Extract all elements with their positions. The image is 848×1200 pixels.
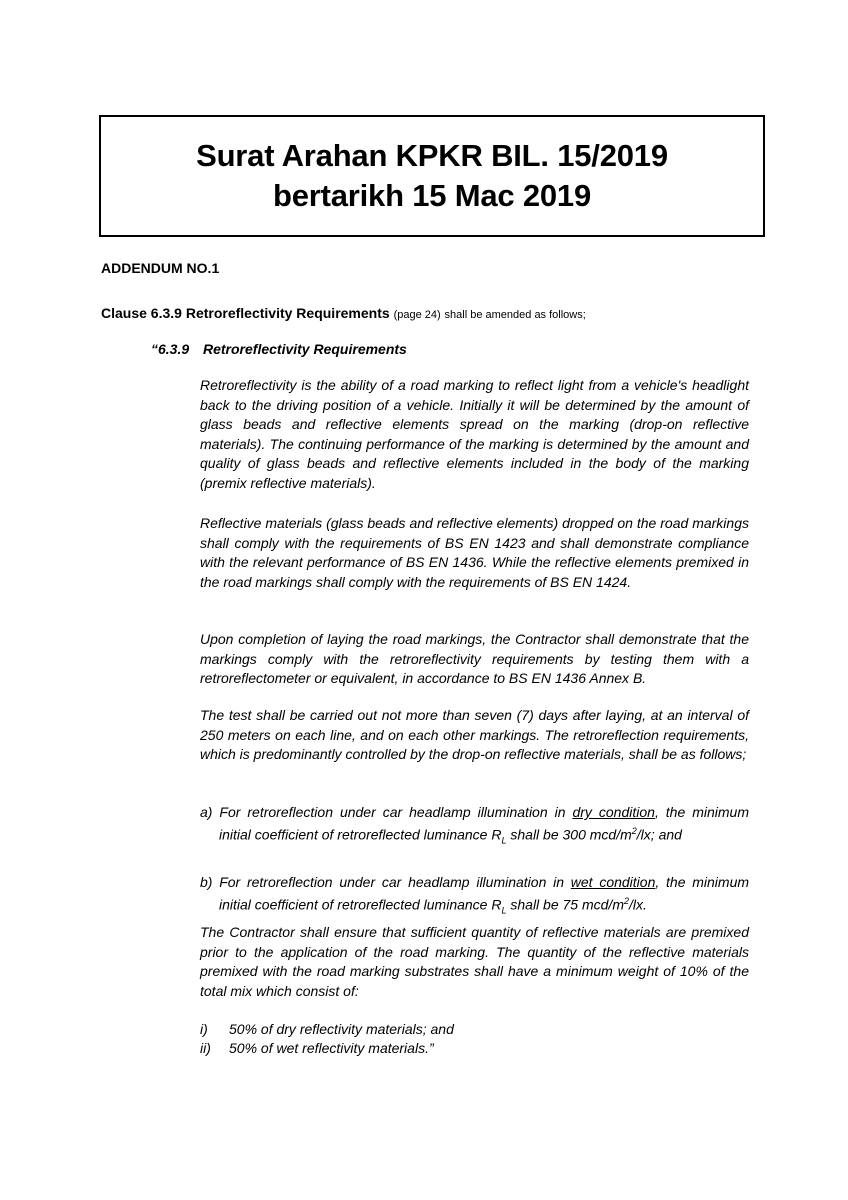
item-a-sup: 2 bbox=[631, 826, 637, 836]
item-a-condition: dry condition bbox=[572, 804, 655, 820]
item-a-text: For retroreflection under car headlamp illumination in bbox=[219, 804, 566, 820]
clause-line bbox=[101, 305, 586, 321]
item-b-unit: /lx. bbox=[629, 896, 647, 913]
roman-item-1 bbox=[200, 1020, 454, 1039]
clause-page-ref: (page 24) bbox=[393, 309, 441, 321]
clause-name: Retroreflectivity Requirements bbox=[185, 305, 390, 321]
addendum-heading: ADDENDUM NO.1 bbox=[101, 260, 220, 276]
item-b-sup: 2 bbox=[623, 896, 629, 906]
item-a-sub: L bbox=[501, 835, 507, 846]
paragraph-2: Reflective materials (glass beads and reflective elements) dropped on the road markings shall comply with the requirements of BS EN 1423 and shall demonstrate compliance with the relevant performance of BS EN 1436. While the reflective elements premixed in the road markings shall comply with the requirements of BS EN 1424. bbox=[200, 515, 749, 590]
roman-item-2 bbox=[200, 1039, 434, 1058]
section-title: Retroreflectivity Requirements bbox=[203, 341, 407, 357]
list-item-b bbox=[200, 873, 749, 920]
roman-text-1: 50% of dry reflectivity materials; and bbox=[229, 1021, 454, 1037]
item-b-mid: , the minimum initial coefficient of retroreflected luminance R bbox=[219, 874, 750, 913]
item-a-label: a) bbox=[200, 804, 213, 820]
item-a-mid: , the minimum initial coefficient of retroreflected luminance R bbox=[219, 804, 750, 843]
list-item-a bbox=[200, 803, 749, 850]
item-a-tail: and bbox=[658, 826, 682, 843]
item-a-unit: /lx; bbox=[636, 826, 655, 843]
title-line-2: bertarikh 15 Mac 2019 bbox=[272, 178, 592, 213]
paragraph-1: Retroreflectivity is the ability of a road marking to reflect light from a vehicle's headlight back to the driving position of a vehicle. Initially it will be determined by the amount of glass beads and reflective elements spread on the marking (drop-on reflective materials). The continuing performance of the marking is determined by the amount and quality of glass beads and reflective elements included in the body of the marking (premix reflective materials). bbox=[200, 377, 749, 491]
paragraph-5: The Contractor shall ensure that sufficient quantity of reflective materials are premixed prior to the application of the road marking. The quantity of the reflective materials premixed with the road marking substrates shall have a minimum weight of 10% of the total mix which consist of: bbox=[200, 924, 749, 999]
roman-label-2: ii) bbox=[200, 1040, 211, 1056]
section-heading bbox=[151, 341, 407, 357]
title-box bbox=[99, 115, 765, 237]
paragraph-3: Upon completion of laying the road markings, the Contractor shall demonstrate that the markings comply with the retroreflectivity requirements by testing them with a retroreflectometer or equivalent, in accordance to BS EN 1436 Annex B. bbox=[200, 631, 749, 687]
item-b-sub: L bbox=[501, 905, 507, 916]
item-b-text: For retroreflection under car headlamp illumination in bbox=[219, 874, 565, 890]
title-line-1: Surat Arahan KPKR BIL. 15/2019 bbox=[196, 138, 668, 173]
clause-suffix: shall be amended as follows; bbox=[444, 309, 586, 321]
item-b-value: shall be 75 mcd/m bbox=[510, 896, 624, 913]
section-number: “6.3.9 bbox=[151, 341, 190, 357]
item-b-condition: wet condition bbox=[570, 874, 656, 890]
paragraph-4: The test shall be carried out not more than seven (7) days after laying, at an interval of 250 meters on each line, and on each other markings. The retroreflection requirements, which is predominantly controlled by the drop-on reflective materials, shall be as follows; bbox=[200, 707, 749, 763]
clause-number: Clause 6.3.9 bbox=[101, 305, 182, 321]
item-b-label: b) bbox=[200, 874, 213, 890]
roman-label-1: i) bbox=[200, 1021, 208, 1037]
roman-text-2: 50% of wet reflectivity materials.” bbox=[229, 1040, 434, 1056]
item-a-value: shall be 300 mcd/m bbox=[510, 826, 632, 843]
